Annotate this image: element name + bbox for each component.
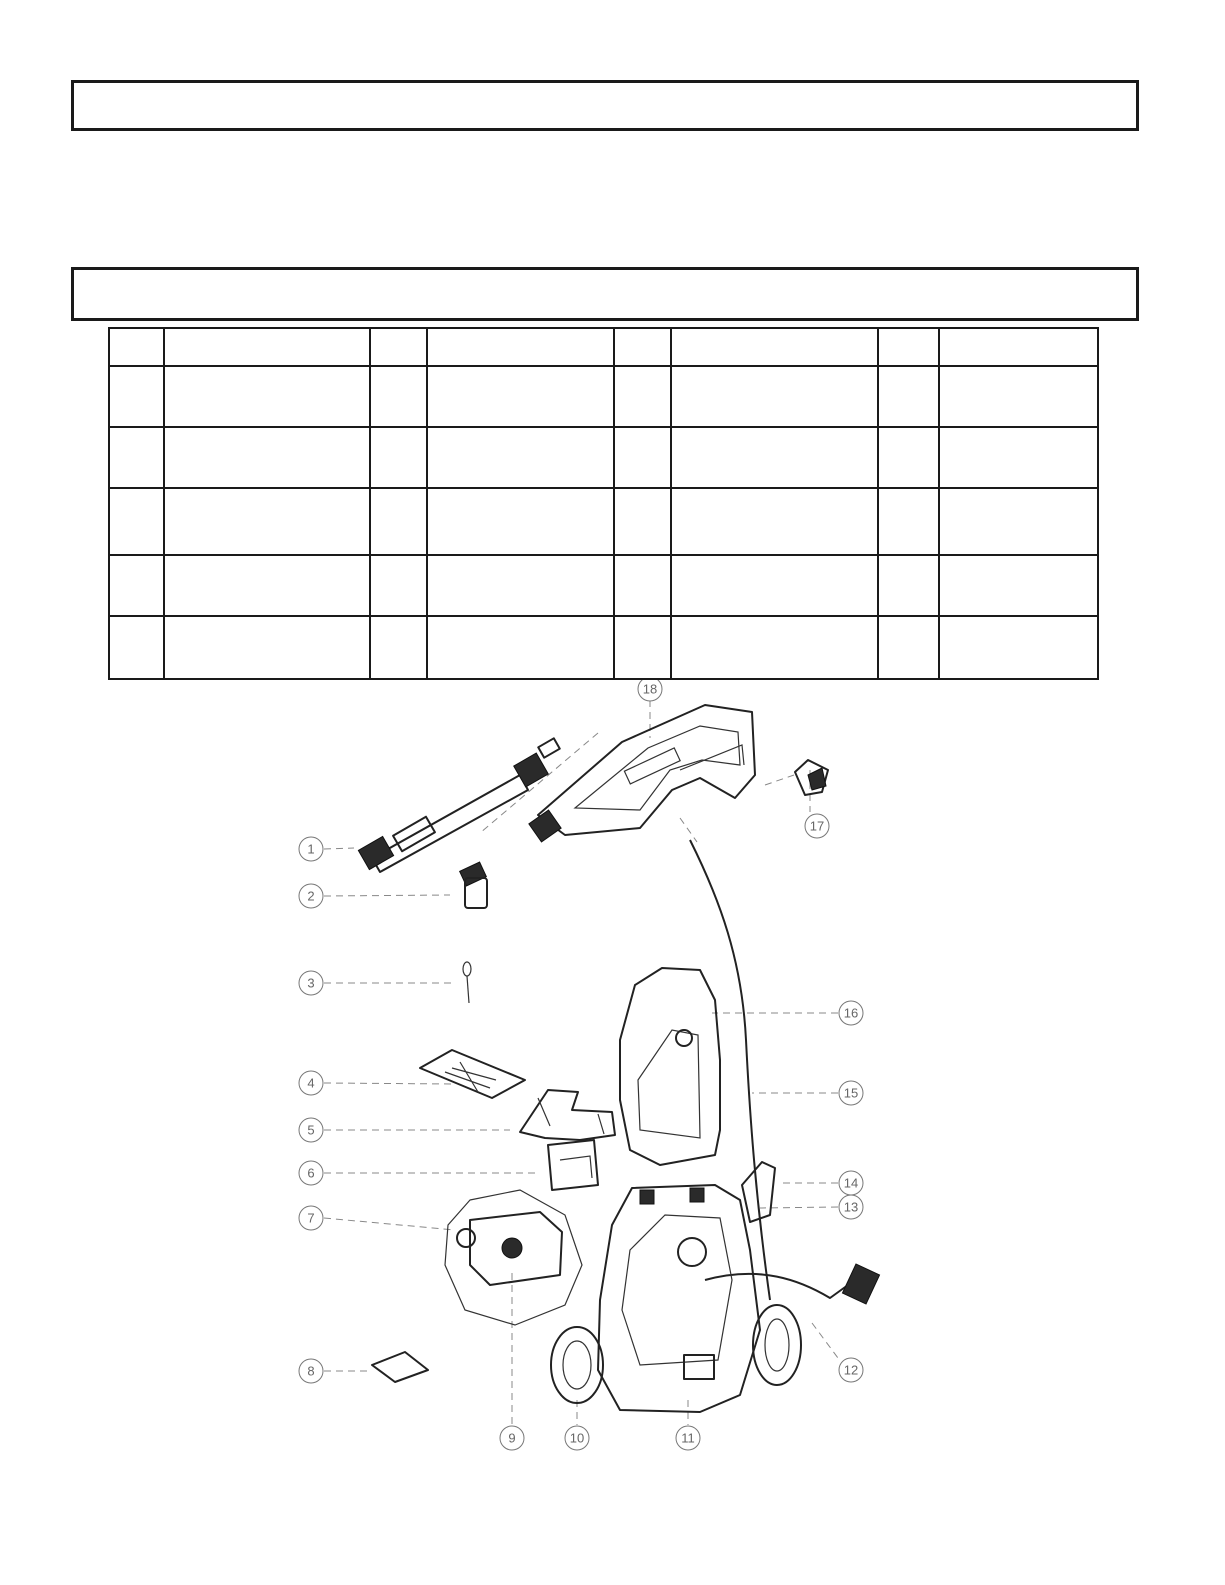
table-row xyxy=(109,616,1098,679)
table-row xyxy=(109,488,1098,555)
table-cell xyxy=(939,555,1098,616)
table-cell xyxy=(939,366,1098,427)
parts-list-table xyxy=(108,327,1099,680)
storage-holder-illustration xyxy=(548,1140,598,1190)
gun-adapter-illustration xyxy=(795,760,828,795)
holster-illustration xyxy=(520,1090,615,1140)
table-cell xyxy=(427,555,614,616)
svg-text:7: 7 xyxy=(307,1210,315,1226)
callout-7 xyxy=(299,1206,323,1230)
callout-1 xyxy=(299,837,323,861)
wheel-illustration xyxy=(551,1305,801,1403)
front-handle-frame-illustration xyxy=(620,968,720,1165)
table-cell xyxy=(939,616,1098,679)
svg-text:3: 3 xyxy=(307,975,315,991)
table-cell xyxy=(939,328,1098,366)
svg-text:10: 10 xyxy=(569,1430,585,1446)
table-cell xyxy=(614,616,671,679)
callout-17 xyxy=(805,814,829,838)
svg-text:13: 13 xyxy=(843,1199,859,1215)
svg-text:1: 1 xyxy=(307,841,315,857)
table-cell xyxy=(614,488,671,555)
callout-3 xyxy=(299,971,323,995)
table-cell xyxy=(370,555,427,616)
table-cell xyxy=(614,366,671,427)
manual-booklet-illustration xyxy=(420,1050,525,1098)
table-cell xyxy=(164,488,370,555)
callout-2 xyxy=(299,884,323,908)
table-cell xyxy=(109,555,164,616)
table-cell xyxy=(109,328,164,366)
callout-13 xyxy=(839,1195,863,1219)
table-cell xyxy=(427,488,614,555)
lance-illustration xyxy=(358,738,559,872)
table-cell xyxy=(671,427,878,488)
callout-16 xyxy=(839,1001,863,1025)
table-cell xyxy=(878,366,939,427)
table-cell xyxy=(427,616,614,679)
table-cell xyxy=(164,366,370,427)
table-cell xyxy=(370,616,427,679)
svg-text:12: 12 xyxy=(843,1362,859,1378)
high-pressure-hose-illustration xyxy=(690,840,770,1300)
table-cell xyxy=(427,328,614,366)
table-cell xyxy=(370,488,427,555)
svg-text:9: 9 xyxy=(508,1430,516,1446)
table-cell xyxy=(614,328,671,366)
svg-text:5: 5 xyxy=(307,1122,315,1138)
svg-text:16: 16 xyxy=(843,1005,859,1021)
table-cell xyxy=(164,555,370,616)
water-inlet-detail-illustration xyxy=(445,1190,582,1325)
callout-18 xyxy=(638,680,662,701)
exploded-parts-diagram xyxy=(0,680,1225,1460)
table-cell xyxy=(164,427,370,488)
table-cell xyxy=(939,427,1098,488)
table-cell xyxy=(878,555,939,616)
table-cell xyxy=(878,427,939,488)
table-cell xyxy=(370,366,427,427)
callout-6 xyxy=(299,1161,323,1185)
table-cell xyxy=(164,328,370,366)
table-cell xyxy=(878,328,939,366)
svg-text:2: 2 xyxy=(307,888,315,904)
svg-text:6: 6 xyxy=(307,1165,315,1181)
table-cell xyxy=(164,616,370,679)
cleaning-needle-illustration xyxy=(463,962,471,1003)
table-cell xyxy=(427,366,614,427)
trigger-gun-illustration xyxy=(529,705,755,842)
main-unit-body-illustration xyxy=(598,1185,760,1412)
table-cell xyxy=(109,488,164,555)
callouts xyxy=(299,680,863,1450)
callout-14 xyxy=(839,1171,863,1195)
table-cell xyxy=(671,488,878,555)
svg-text:15: 15 xyxy=(843,1085,859,1101)
table-cell xyxy=(939,488,1098,555)
callout-8 xyxy=(299,1359,323,1383)
section-header-box-2 xyxy=(71,267,1139,321)
table-cell xyxy=(370,328,427,366)
table-cell xyxy=(109,616,164,679)
svg-text:11: 11 xyxy=(681,1430,695,1446)
table-cell xyxy=(878,616,939,679)
table-cell xyxy=(614,427,671,488)
callout-4 xyxy=(299,1071,323,1095)
table-cell xyxy=(370,427,427,488)
callout-5 xyxy=(299,1118,323,1142)
callout-11 xyxy=(676,1426,700,1450)
table-row xyxy=(109,427,1098,488)
nozzle-illustration xyxy=(460,862,487,908)
callout-10 xyxy=(565,1426,589,1450)
table-cell xyxy=(427,427,614,488)
table-cell xyxy=(614,555,671,616)
table-cell xyxy=(671,555,878,616)
svg-text:14: 14 xyxy=(843,1175,859,1191)
table-cell xyxy=(671,616,878,679)
svg-text:17: 17 xyxy=(809,818,825,834)
hardware-bag-illustration xyxy=(372,1352,428,1382)
svg-text:18: 18 xyxy=(642,681,658,697)
table-cell xyxy=(671,328,878,366)
svg-text:8: 8 xyxy=(307,1363,315,1379)
section-header-box-1 xyxy=(71,80,1139,131)
table-row xyxy=(109,366,1098,427)
table-cell xyxy=(109,366,164,427)
table-header-row xyxy=(109,328,1098,366)
table-cell xyxy=(878,488,939,555)
callout-15 xyxy=(839,1081,863,1105)
callout-12 xyxy=(839,1358,863,1382)
table-row xyxy=(109,555,1098,616)
table-cell xyxy=(671,366,878,427)
svg-text:4: 4 xyxy=(307,1075,315,1091)
callout-9 xyxy=(500,1426,524,1450)
table-cell xyxy=(109,427,164,488)
